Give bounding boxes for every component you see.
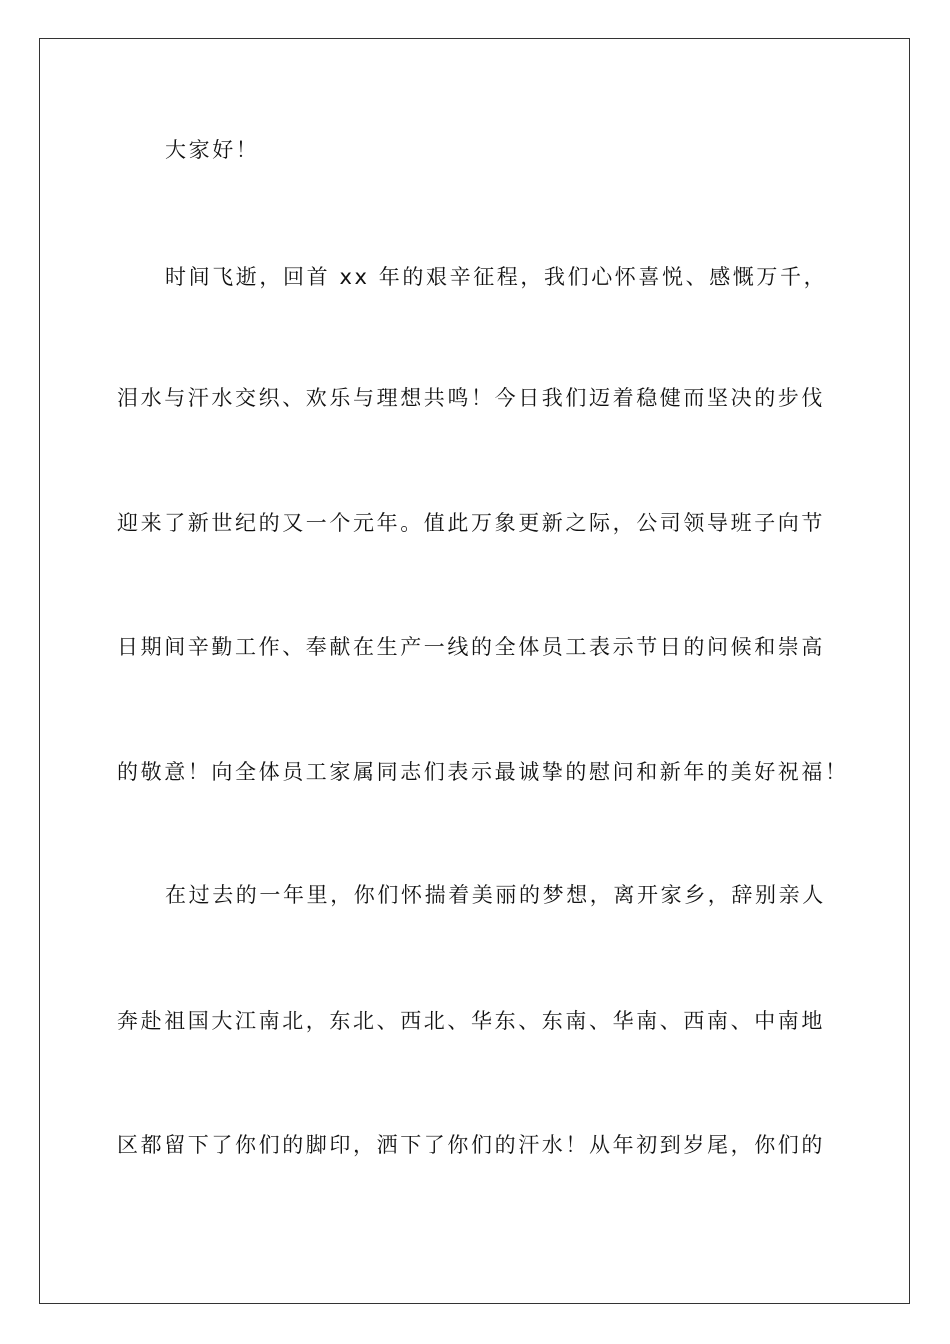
paragraph-2-line-1: 在过去的一年里，你们怀揣着美丽的梦想，离开家乡，辞别亲人 [165, 883, 826, 907]
paragraph-1-line-2: 泪水与汗水交织、欢乐与理想共鸣！今日我们迈着稳健而坚决的步伐 [117, 386, 825, 410]
paragraph-1-line-3: 迎来了新世纪的又一个元年。值此万象更新之际，公司领导班子向节 [117, 511, 825, 535]
paragraph-2-line-3: 区都留下了你们的脚印，洒下了你们的汗水！从年初到岁尾，你们的 [117, 1133, 825, 1157]
paragraph-1-line-4: 日期间辛勤工作、奉献在生产一线的全体员工表示节日的问候和崇高 [117, 635, 825, 659]
paragraph-2-line-2: 奔赴祖国大江南北，东北、西北、华东、东南、华南、西南、中南地 [117, 1009, 825, 1033]
greeting-line: 大家好！ [165, 138, 260, 162]
paragraph-1-line-1: 时间飞逝，回首 xx 年的艰辛征程，我们心怀喜悦、感慨万千， [165, 265, 828, 289]
page-frame [39, 38, 910, 1304]
paragraph-1-line-5: 的敬意！向全体员工家属同志们表示最诚挚的慰问和新年的美好祝福！ [117, 760, 849, 784]
